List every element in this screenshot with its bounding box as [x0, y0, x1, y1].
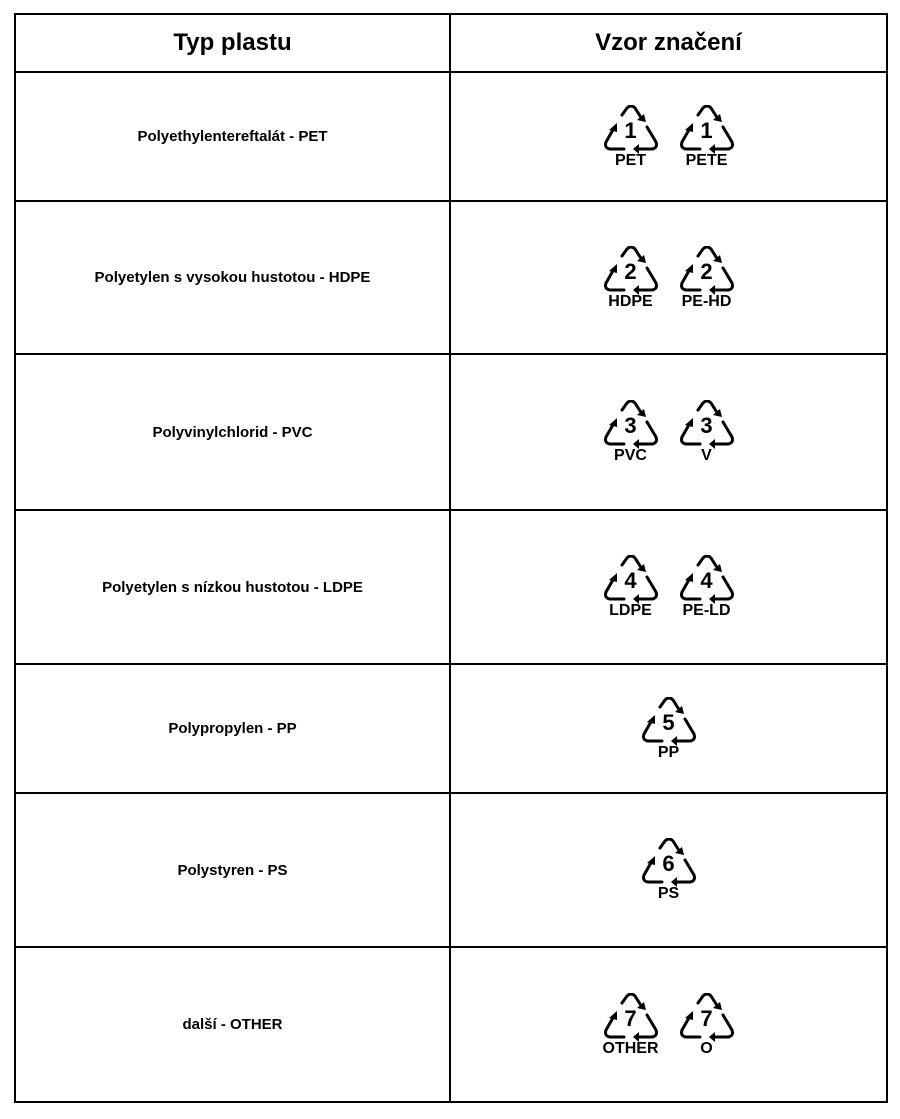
table-row [15, 664, 887, 793]
resin-code-number: 2 [700, 258, 713, 284]
plastic-type-name: Polyvinylchlorid - PVC [15, 354, 450, 510]
marking-pattern-cell [450, 947, 887, 1102]
resin-code-number: 3 [624, 413, 637, 438]
table-row [15, 510, 887, 664]
marking-pattern-cell [450, 354, 887, 510]
resin-code-number: 2 [624, 258, 637, 284]
recycling-symbol [600, 993, 662, 1057]
recycling-symbols [451, 555, 886, 619]
resin-abbreviation: O [700, 1039, 713, 1057]
plastic-type-name: Polypropylen - PP [15, 664, 450, 793]
marking-pattern-cell [450, 510, 887, 664]
resin-abbreviation: PE-HD [681, 292, 732, 310]
plastic-types-table [14, 13, 888, 1103]
header-marking-pattern: Vzor značení [450, 14, 887, 72]
resin-abbreviation: HDPE [608, 292, 653, 310]
recycling-symbol [676, 993, 738, 1057]
plastic-type-name: Polyetylen s vysokou hustotou - HDPE [15, 201, 450, 354]
table-row [15, 354, 887, 510]
plastic-type-name: další - OTHER [15, 947, 450, 1102]
marking-pattern-cell [450, 72, 887, 201]
header-row [15, 14, 887, 72]
recycling-symbols [451, 838, 886, 902]
recycling-symbol [600, 246, 662, 310]
resin-abbreviation: OTHER [602, 1039, 659, 1057]
recycling-symbols [451, 105, 886, 169]
resin-code-number: 7 [624, 1005, 637, 1031]
recycling-symbol [676, 246, 738, 310]
recycling-symbols [451, 697, 886, 761]
resin-code-number: 6 [662, 851, 675, 876]
table-body [15, 72, 887, 1102]
recycling-symbols [451, 246, 886, 310]
table-row [15, 947, 887, 1102]
marking-pattern-cell [450, 664, 887, 793]
header-plastic-type: Typ plastu [15, 14, 450, 72]
resin-abbreviation: PETE [685, 151, 728, 169]
recycling-symbol [638, 838, 700, 902]
plastic-type-name: Polyethylentereftalát - PET [15, 72, 450, 201]
resin-abbreviation: PVC [614, 447, 647, 464]
resin-abbreviation: PS [657, 885, 680, 902]
resin-abbreviation: PE-LD [682, 602, 731, 619]
resin-code-number: 7 [700, 1005, 713, 1031]
resin-code-number: 4 [624, 568, 637, 593]
marking-pattern-cell [450, 201, 887, 354]
plastic-type-name: Polyetylen s nízkou hustotou - LDPE [15, 510, 450, 664]
recycling-symbol [600, 400, 662, 464]
table-row [15, 793, 887, 947]
marking-pattern-cell [450, 793, 887, 947]
recycling-symbol [600, 555, 662, 619]
recycling-symbol [600, 105, 662, 169]
recycling-symbol [676, 400, 738, 464]
resin-code-number: 5 [662, 709, 675, 735]
table-row [15, 201, 887, 354]
table-row [15, 72, 887, 201]
resin-code-number: 3 [700, 413, 713, 438]
plastic-type-name: Polystyren - PS [15, 793, 450, 947]
recycling-symbols [451, 993, 886, 1057]
resin-code-number: 1 [624, 117, 637, 143]
recycling-symbols [451, 400, 886, 464]
recycling-symbol [676, 105, 738, 169]
resin-code-number: 1 [700, 117, 713, 143]
resin-abbreviation: PET [614, 151, 647, 169]
recycling-symbol [638, 697, 700, 761]
resin-code-number: 4 [700, 568, 713, 593]
resin-abbreviation: PP [657, 743, 680, 761]
resin-abbreviation: LDPE [609, 602, 652, 619]
recycling-symbol [676, 555, 738, 619]
resin-abbreviation: V [701, 447, 712, 464]
